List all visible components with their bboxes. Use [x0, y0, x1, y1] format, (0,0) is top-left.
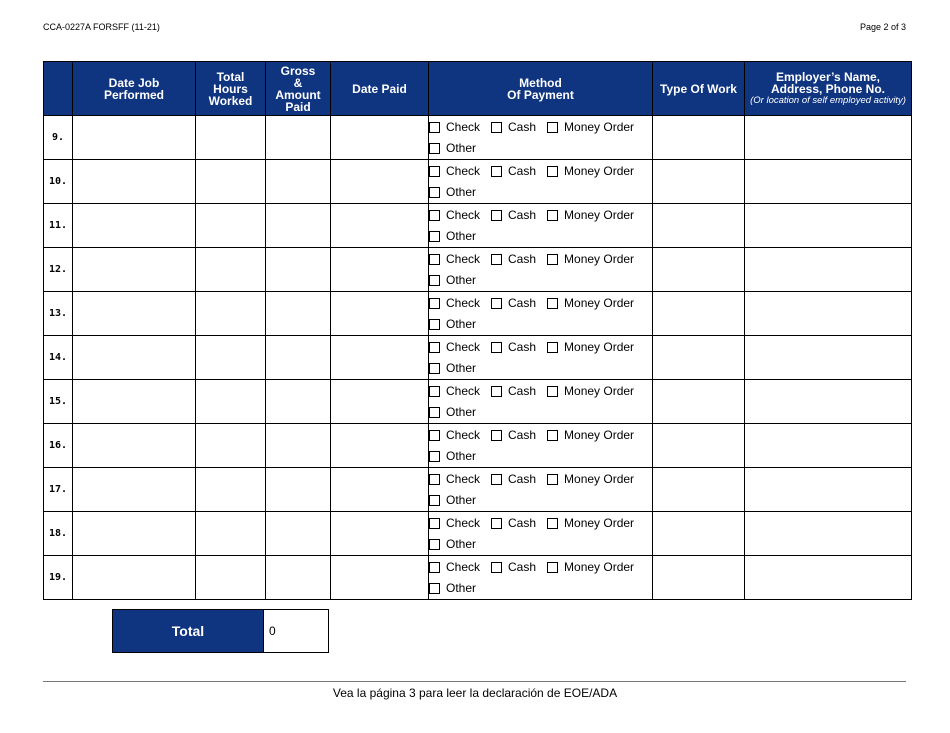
form-id: CCA-0227A FORSFF (11-21) — [43, 22, 160, 32]
payment-method-cell — [429, 204, 653, 248]
cash-checkbox[interactable] — [491, 210, 502, 221]
gross-amount-field[interactable] — [266, 468, 331, 512]
row-number: 17. — [44, 468, 73, 512]
other-checkbox[interactable] — [429, 231, 440, 242]
check-label: Check — [446, 384, 481, 398]
money-order-label: Money Order — [564, 340, 635, 354]
payment-method-cell — [429, 380, 653, 424]
cash-option[interactable] — [491, 208, 536, 222]
cash-checkbox[interactable] — [491, 518, 502, 529]
table-row — [44, 204, 912, 248]
date-paid-field[interactable] — [331, 512, 429, 556]
money-order-label: Money Order — [564, 208, 635, 222]
check-option[interactable] — [429, 428, 480, 442]
check-label: Check — [446, 164, 481, 178]
row-number: 16. — [44, 424, 73, 468]
table-row — [44, 512, 912, 556]
cash-option[interactable] — [491, 164, 536, 178]
date-job-performed-field[interactable] — [73, 292, 196, 336]
other-checkbox[interactable] — [429, 319, 440, 330]
money-order-label: Money Order — [564, 428, 635, 442]
row-number: 15. — [44, 380, 73, 424]
money-order-option[interactable] — [547, 384, 634, 398]
type-of-work-field[interactable] — [653, 512, 745, 556]
col-total-hours-worked: Total Hours Worked — [196, 62, 266, 116]
other-label: Other — [446, 361, 477, 375]
col-method-of-payment: Method Of Payment — [429, 62, 653, 116]
money-order-option[interactable] — [547, 208, 634, 222]
employer-info-field[interactable] — [745, 380, 912, 424]
date-job-performed-field[interactable] — [73, 336, 196, 380]
check-option[interactable] — [429, 164, 480, 178]
gross-amount-field[interactable] — [266, 424, 331, 468]
table-row — [44, 468, 912, 512]
footer-notice: Vea la página 3 para leer la declaración de EOE/ADA — [332, 686, 618, 700]
total-hours-field[interactable] — [196, 336, 266, 380]
money-order-option[interactable] — [547, 252, 634, 266]
other-option[interactable] — [429, 317, 476, 331]
check-label: Check — [446, 340, 481, 354]
other-option[interactable] — [429, 537, 476, 551]
date-job-performed-field[interactable] — [73, 248, 196, 292]
cash-option[interactable] — [491, 340, 536, 354]
work-log-table — [43, 61, 912, 600]
col-date-job-performed: Date Job Performed — [73, 62, 196, 116]
cash-option[interactable] — [491, 428, 536, 442]
employer-info-field[interactable] — [745, 204, 912, 248]
other-label: Other — [446, 317, 477, 331]
date-paid-field[interactable] — [331, 292, 429, 336]
check-checkbox[interactable] — [429, 518, 440, 529]
money-order-checkbox[interactable] — [547, 430, 558, 441]
cash-label: Cash — [508, 560, 537, 574]
page-indicator: Page 2 of 3 — [859, 22, 906, 32]
type-of-work-field[interactable] — [653, 556, 745, 600]
payment-method-cell — [429, 160, 653, 204]
check-checkbox[interactable] — [429, 298, 440, 309]
check-option[interactable] — [429, 384, 480, 398]
other-checkbox[interactable] — [429, 143, 440, 154]
payment-method-cell — [429, 468, 653, 512]
cash-label: Cash — [508, 384, 537, 398]
employer-info-field[interactable] — [745, 160, 912, 204]
other-option[interactable] — [429, 449, 476, 463]
other-label: Other — [446, 493, 477, 507]
table-header-row — [44, 62, 912, 116]
cash-label: Cash — [508, 516, 537, 530]
other-label: Other — [446, 405, 477, 419]
table-row — [44, 160, 912, 204]
check-checkbox[interactable] — [429, 474, 440, 485]
cash-label: Cash — [508, 296, 537, 310]
cash-checkbox[interactable] — [491, 430, 502, 441]
row-number: 9. — [44, 116, 73, 160]
other-option[interactable] — [429, 493, 476, 507]
cash-checkbox[interactable] — [491, 386, 502, 397]
money-order-option[interactable] — [547, 340, 634, 354]
cash-checkbox[interactable] — [491, 122, 502, 133]
cash-checkbox[interactable] — [491, 562, 502, 573]
payment-method-cell — [429, 116, 653, 160]
money-order-checkbox[interactable] — [547, 342, 558, 353]
check-option[interactable] — [429, 560, 480, 574]
check-option[interactable] — [429, 120, 480, 134]
money-order-checkbox[interactable] — [547, 518, 558, 529]
total-hours-field[interactable] — [196, 248, 266, 292]
check-label: Check — [446, 428, 481, 442]
type-of-work-field[interactable] — [653, 248, 745, 292]
cash-checkbox[interactable] — [491, 342, 502, 353]
money-order-label: Money Order — [564, 252, 635, 266]
cash-label: Cash — [508, 252, 537, 266]
table-row — [44, 248, 912, 292]
date-paid-field[interactable] — [331, 468, 429, 512]
money-order-option[interactable] — [547, 164, 634, 178]
cash-option[interactable] — [491, 252, 536, 266]
gross-amount-field[interactable] — [266, 116, 331, 160]
employer-info-field[interactable] — [745, 248, 912, 292]
money-order-checkbox[interactable] — [547, 254, 558, 265]
check-checkbox[interactable] — [429, 122, 440, 133]
other-checkbox[interactable] — [429, 275, 440, 286]
row-number: 12. — [44, 248, 73, 292]
row-number: 19. — [44, 556, 73, 600]
table-row — [44, 336, 912, 380]
payment-method-cell — [429, 556, 653, 600]
date-paid-field[interactable] — [331, 160, 429, 204]
cash-label: Cash — [508, 208, 537, 222]
other-label: Other — [446, 185, 477, 199]
gross-amount-field[interactable] — [266, 512, 331, 556]
date-job-performed-field[interactable] — [73, 556, 196, 600]
check-checkbox[interactable] — [429, 166, 440, 177]
check-option[interactable] — [429, 516, 480, 530]
money-order-option[interactable] — [547, 560, 634, 574]
row-number: 11. — [44, 204, 73, 248]
total-hours-field[interactable] — [196, 116, 266, 160]
employer-info-field[interactable] — [745, 468, 912, 512]
other-label: Other — [446, 273, 477, 287]
other-checkbox[interactable] — [429, 539, 440, 550]
money-order-checkbox[interactable] — [547, 122, 558, 133]
total-section — [112, 609, 329, 653]
check-label: Check — [446, 252, 481, 266]
date-paid-field[interactable] — [331, 336, 429, 380]
check-checkbox[interactable] — [429, 386, 440, 397]
cash-checkbox[interactable] — [491, 254, 502, 265]
col-type-of-work: Type Of Work — [653, 62, 745, 116]
other-checkbox[interactable] — [429, 363, 440, 374]
row-number: 18. — [44, 512, 73, 556]
money-order-label: Money Order — [564, 384, 635, 398]
gross-amount-field[interactable] — [266, 556, 331, 600]
table-row — [44, 116, 912, 160]
cash-label: Cash — [508, 428, 537, 442]
check-label: Check — [446, 472, 481, 486]
table-row — [44, 424, 912, 468]
table-row — [44, 380, 912, 424]
gross-amount-field[interactable] — [266, 160, 331, 204]
cash-checkbox[interactable] — [491, 474, 502, 485]
money-order-label: Money Order — [564, 120, 635, 134]
type-of-work-field[interactable] — [653, 468, 745, 512]
total-hours-field[interactable] — [196, 468, 266, 512]
check-label: Check — [446, 120, 481, 134]
other-option[interactable] — [429, 229, 476, 243]
cash-option[interactable] — [491, 296, 536, 310]
gross-amount-field[interactable] — [266, 204, 331, 248]
money-order-checkbox[interactable] — [547, 474, 558, 485]
total-hours-field[interactable] — [196, 512, 266, 556]
date-paid-field[interactable] — [331, 424, 429, 468]
cash-checkbox[interactable] — [491, 166, 502, 177]
other-checkbox[interactable] — [429, 407, 440, 418]
check-label: Check — [446, 516, 481, 530]
row-number: 10. — [44, 160, 73, 204]
total-hours-field[interactable] — [196, 160, 266, 204]
table-row — [44, 292, 912, 336]
check-checkbox[interactable] — [429, 254, 440, 265]
col-gross-amount-paid: Gross & Amount Paid — [266, 62, 331, 116]
money-order-option[interactable] — [547, 472, 634, 486]
payment-method-cell — [429, 292, 653, 336]
money-order-label: Money Order — [564, 516, 635, 530]
other-checkbox[interactable] — [429, 495, 440, 506]
total-hours-field[interactable] — [196, 204, 266, 248]
date-job-performed-field[interactable] — [73, 424, 196, 468]
gross-amount-field[interactable] — [266, 380, 331, 424]
date-paid-field[interactable] — [331, 556, 429, 600]
money-order-checkbox[interactable] — [547, 386, 558, 397]
total-label: Total — [112, 609, 264, 653]
col-employer-info: Employer’s Name, Address, Phone No. (Or location of self employed activity) — [745, 62, 912, 116]
money-order-option[interactable] — [547, 516, 634, 530]
type-of-work-field[interactable] — [653, 204, 745, 248]
type-of-work-field[interactable] — [653, 116, 745, 160]
date-paid-field[interactable] — [331, 204, 429, 248]
gross-amount-field[interactable] — [266, 292, 331, 336]
money-order-option[interactable] — [547, 428, 634, 442]
footer-divider — [43, 681, 906, 682]
other-option[interactable] — [429, 141, 476, 155]
check-label: Check — [446, 560, 481, 574]
check-option[interactable] — [429, 252, 480, 266]
date-job-performed-field[interactable] — [73, 380, 196, 424]
cash-label: Cash — [508, 120, 537, 134]
date-paid-field[interactable] — [331, 248, 429, 292]
employer-info-field[interactable] — [745, 336, 912, 380]
money-order-label: Money Order — [564, 164, 635, 178]
gross-amount-field[interactable] — [266, 336, 331, 380]
check-option[interactable] — [429, 296, 480, 310]
col-row-number — [44, 62, 73, 116]
cash-option[interactable] — [491, 384, 536, 398]
row-number: 14. — [44, 336, 73, 380]
type-of-work-field[interactable] — [653, 160, 745, 204]
cash-label: Cash — [508, 340, 537, 354]
date-paid-field[interactable] — [331, 116, 429, 160]
other-checkbox[interactable] — [429, 451, 440, 462]
other-checkbox[interactable] — [429, 583, 440, 594]
money-order-checkbox[interactable] — [547, 210, 558, 221]
money-order-label: Money Order — [564, 472, 635, 486]
money-order-option[interactable] — [547, 120, 634, 134]
check-checkbox[interactable] — [429, 430, 440, 441]
employer-info-field[interactable] — [745, 556, 912, 600]
cash-option[interactable] — [491, 472, 536, 486]
payment-method-cell — [429, 248, 653, 292]
payment-method-cell — [429, 512, 653, 556]
type-of-work-field[interactable] — [653, 292, 745, 336]
type-of-work-field[interactable] — [653, 424, 745, 468]
check-label: Check — [446, 296, 481, 310]
total-hours-field[interactable] — [196, 380, 266, 424]
date-job-performed-field[interactable] — [73, 204, 196, 248]
other-label: Other — [446, 141, 477, 155]
other-label: Other — [446, 537, 477, 551]
payment-method-cell — [429, 424, 653, 468]
employer-info-field[interactable] — [745, 292, 912, 336]
type-of-work-field[interactable] — [653, 336, 745, 380]
money-order-checkbox[interactable] — [547, 166, 558, 177]
total-hours-field[interactable] — [196, 424, 266, 468]
check-checkbox[interactable] — [429, 210, 440, 221]
money-order-checkbox[interactable] — [547, 562, 558, 573]
cash-checkbox[interactable] — [491, 298, 502, 309]
other-label: Other — [446, 581, 477, 595]
employer-note: (Or location of self employed activity) — [750, 95, 906, 106]
date-job-performed-field[interactable] — [73, 160, 196, 204]
employer-info-field[interactable] — [745, 116, 912, 160]
check-option[interactable] — [429, 208, 480, 222]
table-row — [44, 556, 912, 600]
total-value-field[interactable]: 0 — [264, 609, 329, 653]
check-label: Check — [446, 208, 481, 222]
other-label: Other — [446, 229, 477, 243]
gross-amount-field[interactable] — [266, 248, 331, 292]
check-checkbox[interactable] — [429, 562, 440, 573]
total-hours-field[interactable] — [196, 556, 266, 600]
date-job-performed-field[interactable] — [73, 512, 196, 556]
date-job-performed-field[interactable] — [73, 116, 196, 160]
cash-label: Cash — [508, 164, 537, 178]
row-number: 13. — [44, 292, 73, 336]
col-date-paid: Date Paid — [331, 62, 429, 116]
other-option[interactable] — [429, 273, 476, 287]
date-job-performed-field[interactable] — [73, 468, 196, 512]
type-of-work-field[interactable] — [653, 380, 745, 424]
other-option[interactable] — [429, 185, 476, 199]
money-order-checkbox[interactable] — [547, 298, 558, 309]
money-order-label: Money Order — [564, 560, 635, 574]
other-checkbox[interactable] — [429, 187, 440, 198]
date-paid-field[interactable] — [331, 380, 429, 424]
money-order-label: Money Order — [564, 296, 635, 310]
other-option[interactable] — [429, 361, 476, 375]
other-option[interactable] — [429, 405, 476, 419]
other-option[interactable] — [429, 581, 476, 595]
payment-method-cell — [429, 336, 653, 380]
total-hours-field[interactable] — [196, 292, 266, 336]
employer-info-field[interactable] — [745, 512, 912, 556]
check-option[interactable] — [429, 472, 480, 486]
cash-option[interactable] — [491, 560, 536, 574]
employer-info-field[interactable] — [745, 424, 912, 468]
other-label: Other — [446, 449, 477, 463]
cash-option[interactable] — [491, 516, 536, 530]
check-option[interactable] — [429, 340, 480, 354]
money-order-option[interactable] — [547, 296, 634, 310]
cash-option[interactable] — [491, 120, 536, 134]
cash-label: Cash — [508, 472, 537, 486]
check-checkbox[interactable] — [429, 342, 440, 353]
